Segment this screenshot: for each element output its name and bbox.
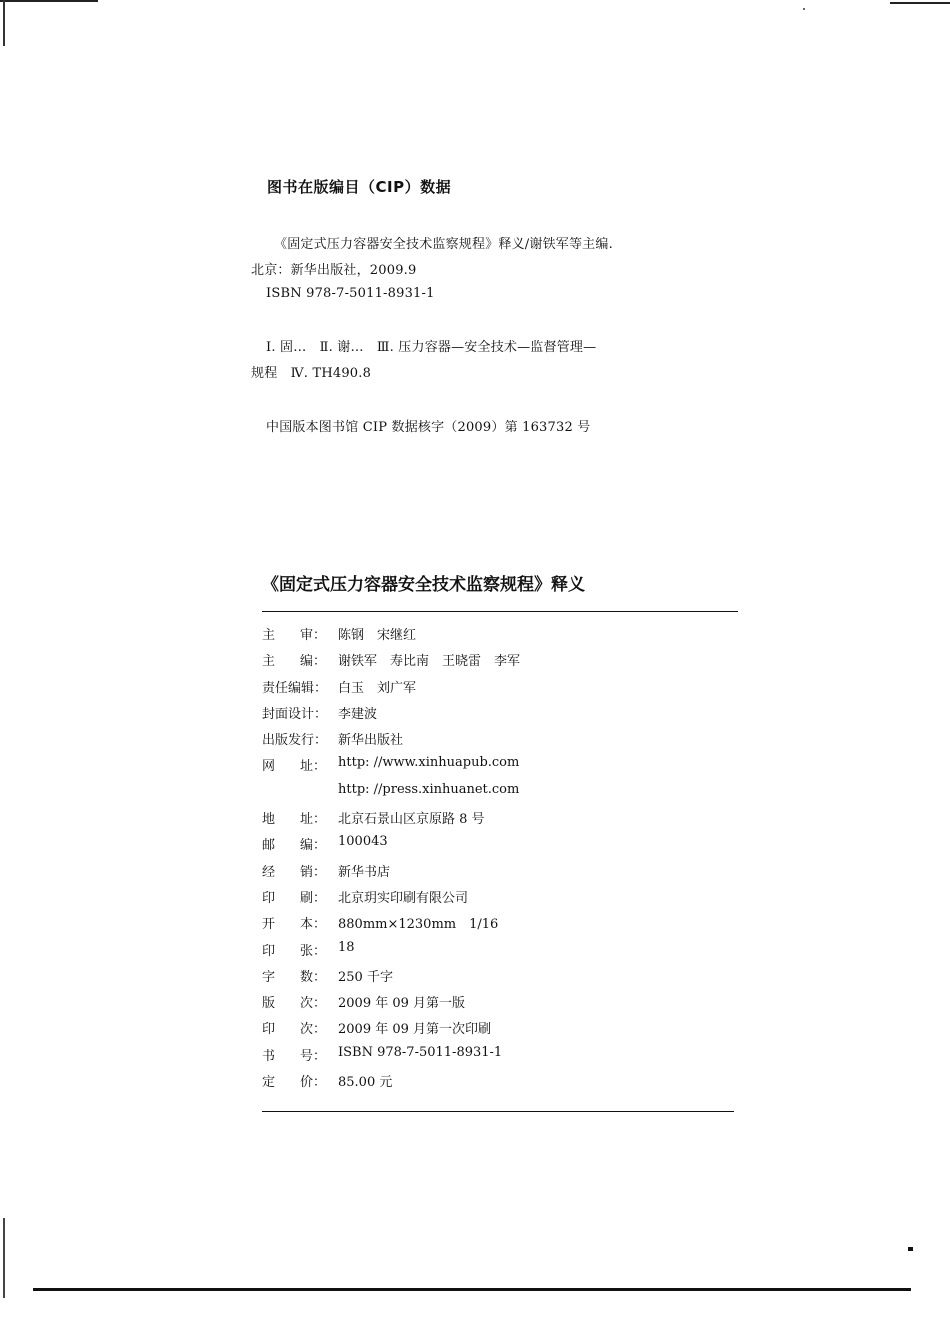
info-label: 责任编辑： xyxy=(262,680,328,696)
info-label: 主 编： xyxy=(262,654,326,670)
info-value: 新华书店 xyxy=(338,864,391,880)
scan-artifact-top-right xyxy=(890,2,950,4)
info-label: 版 次： xyxy=(262,996,326,1012)
info-value: 新华出版社 xyxy=(338,733,404,749)
info-value: 100043 xyxy=(338,834,388,850)
info-value: http: //www.xinhuapub.com xyxy=(338,755,520,771)
top-divider xyxy=(262,611,738,612)
info-value: 250 千字 xyxy=(338,969,393,985)
scan-speck xyxy=(803,8,805,10)
info-label: 出版发行： xyxy=(262,733,328,749)
info-label: 定 价： xyxy=(262,1075,326,1091)
scan-artifact-top xyxy=(0,0,98,2)
info-value: 陈钢 宋继红 xyxy=(338,628,417,643)
bottom-divider xyxy=(262,1111,734,1112)
info-value: 北京玥实印刷有限公司 xyxy=(338,890,469,906)
info-label: 邮 编： xyxy=(262,838,326,854)
book-title: 《固定式压力容器安全技术监察规程》释义 xyxy=(262,575,585,595)
cip-isbn-line: ISBN 978-7-5011-8931-1 xyxy=(266,286,435,301)
info-value: ISBN 978-7-5011-8931-1 xyxy=(338,1044,503,1060)
info-value: 谢铁军 寿比南 王晓雷 李军 xyxy=(338,654,521,670)
info-value: 李建波 xyxy=(338,706,378,722)
info-label: 印 刷： xyxy=(262,890,326,906)
info-label: 网 址： xyxy=(262,759,326,775)
info-label: 书 号： xyxy=(262,1048,326,1064)
info-label: 字 数： xyxy=(262,969,326,985)
info-value: 北京石景山区京原路 8 号 xyxy=(338,812,485,828)
info-label: 印 次： xyxy=(262,1022,326,1038)
info-value: 白玉 刘广军 xyxy=(338,680,417,696)
info-label: 地 址： xyxy=(262,812,326,828)
cip-classification-line: Ⅰ. 固… Ⅱ. 谢… Ⅲ. 压力容器—安全技术—监督管理— xyxy=(266,340,597,355)
scan-artifact-left-bottom xyxy=(3,1218,5,1298)
info-label: 开 本： xyxy=(262,917,326,933)
info-label: 封面设计： xyxy=(262,706,328,722)
info-label: 经 销： xyxy=(262,864,326,880)
cip-number-line: 中国版本图书馆 CIP 数据核字（2009）第 163732 号 xyxy=(266,420,591,435)
info-value: 18 xyxy=(338,939,355,955)
scan-artifact-bottom xyxy=(33,1288,911,1291)
cip-publisher-line: 北京：新华出版社，2009.9 xyxy=(251,263,417,278)
info-label: 主 审： xyxy=(262,628,326,643)
info-label: 印 张： xyxy=(262,943,326,959)
info-value: http: //press.xinhuanet.com xyxy=(338,781,520,797)
scan-speck xyxy=(908,1247,913,1251)
info-value: 880mm×1230mm 1/16 xyxy=(338,917,499,933)
info-value: 2009 年 09 月第一版 xyxy=(338,996,466,1012)
scan-artifact-left xyxy=(3,0,5,46)
info-value: 85.00 元 xyxy=(338,1075,393,1091)
cip-heading: 图书在版编目（CIP）数据 xyxy=(267,178,452,196)
info-value: 2009 年 09 月第一次印刷 xyxy=(338,1022,492,1038)
cip-title-line: 《固定式压力容器安全技术监察规程》释义/谢铁军等主编. xyxy=(274,237,613,252)
cip-classification-line-2: 规程 Ⅳ. TH490.8 xyxy=(251,366,372,381)
